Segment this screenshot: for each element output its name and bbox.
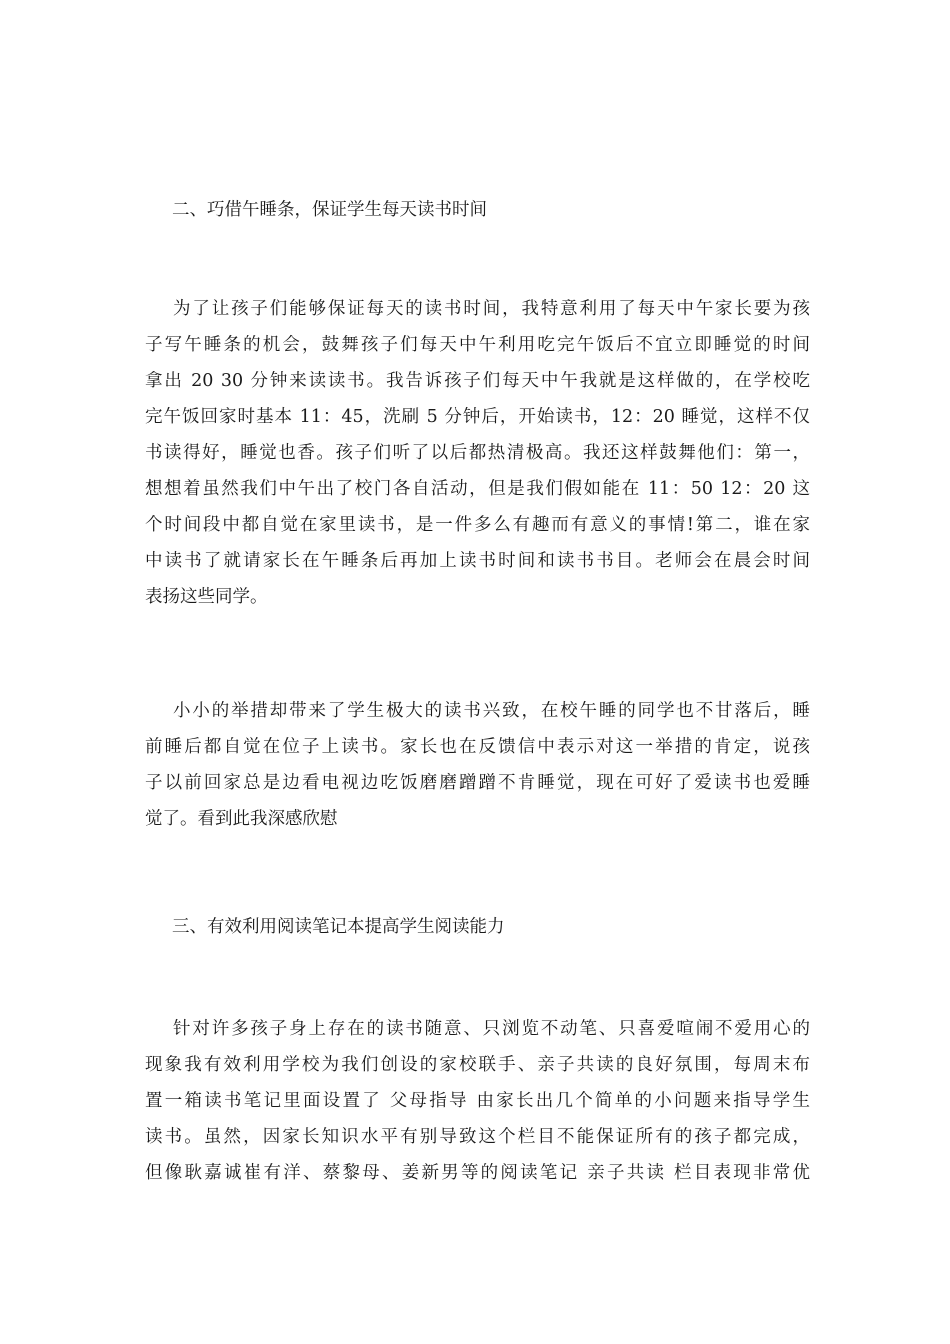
paragraph-line: 前睡后都自觉在位子上读书。家长也在反馈信中表示对这一举措的肯定，说孩 <box>145 737 810 757</box>
paragraph-line: 表扬这些同学。 <box>145 587 268 607</box>
paragraph-line: 书读得好，睡觉也香。孩子们听了以后都热清极高。我还这样鼓舞他们：第一， <box>145 443 810 463</box>
paragraph-line: 子以前回家总是边看电视边吃饭磨磨蹭蹭不肯睡觉，现在可好了爱读书也爱睡 <box>145 773 810 793</box>
paragraph-line: 完午饭回家时基本 11：45，洗刷 5 分钟后，开始读书，12：20 睡觉，这样不仅 <box>145 407 810 427</box>
paragraph-line: 个时间段中都自觉在家里读书，是一件多么有趣而有意义的事情!第二，谁在家 <box>145 515 810 535</box>
paragraph-line: 中读书了就请家长在午睡条后再加上读书时间和读书书目。老师会在晨会时间 <box>145 551 810 571</box>
paragraph-line: 读书。虽然，因家长知识水平有别导致这个栏目不能保证所有的孩子都完成， <box>145 1127 810 1147</box>
paragraph-line: 针对许多孩子身上存在的读书随意、只浏览不动笔、只喜爱喧闹不爱用心的 <box>173 1019 810 1039</box>
section-heading-3: 三、有效利用阅读笔记本提高学生阅读能力 <box>172 917 505 937</box>
paragraph-line: 子写午睡条的机会，鼓舞孩子们每天中午利用吃完午饭后不宜立即睡觉的时间 <box>145 335 810 355</box>
paragraph-line: 觉了。看到此我深感欣慰 <box>145 809 338 829</box>
paragraph-line: 但像耿嘉诚崔有洋、蔡黎母、姜新男等的阅读笔记 亲子共读 栏目表现非常优 <box>145 1163 810 1183</box>
paragraph-line: 拿出 20 30 分钟来读读书。我告诉孩子们每天中午我就是这样做的，在学校吃 <box>145 371 810 391</box>
paragraph-line: 置一箱读书笔记里面设置了 父母指导 由家长出几个简单的小问题来指导学生 <box>145 1091 810 1111</box>
paragraph-line: 现象我有效利用学校为我们创设的家校联手、亲子共读的良好氛围，每周末布 <box>145 1055 810 1075</box>
paragraph-line: 想想着虽然我们中午出了校门各自活动，但是我们假如能在 11：50 12：20 这 <box>145 479 810 499</box>
paragraph-line: 小小的举措却带来了学生极大的读书兴致，在校午睡的同学也不甘落后，睡 <box>173 701 810 721</box>
paragraph-1 <box>145 291 810 615</box>
paragraph-line: 为了让孩子们能够保证每天的读书时间，我特意利用了每天中午家长要为孩 <box>173 299 810 319</box>
section-heading-2: 二、巧借午睡条，保证学生每天读书时间 <box>172 200 487 220</box>
paragraph-3 <box>145 1011 810 1191</box>
paragraph-2 <box>145 693 810 837</box>
